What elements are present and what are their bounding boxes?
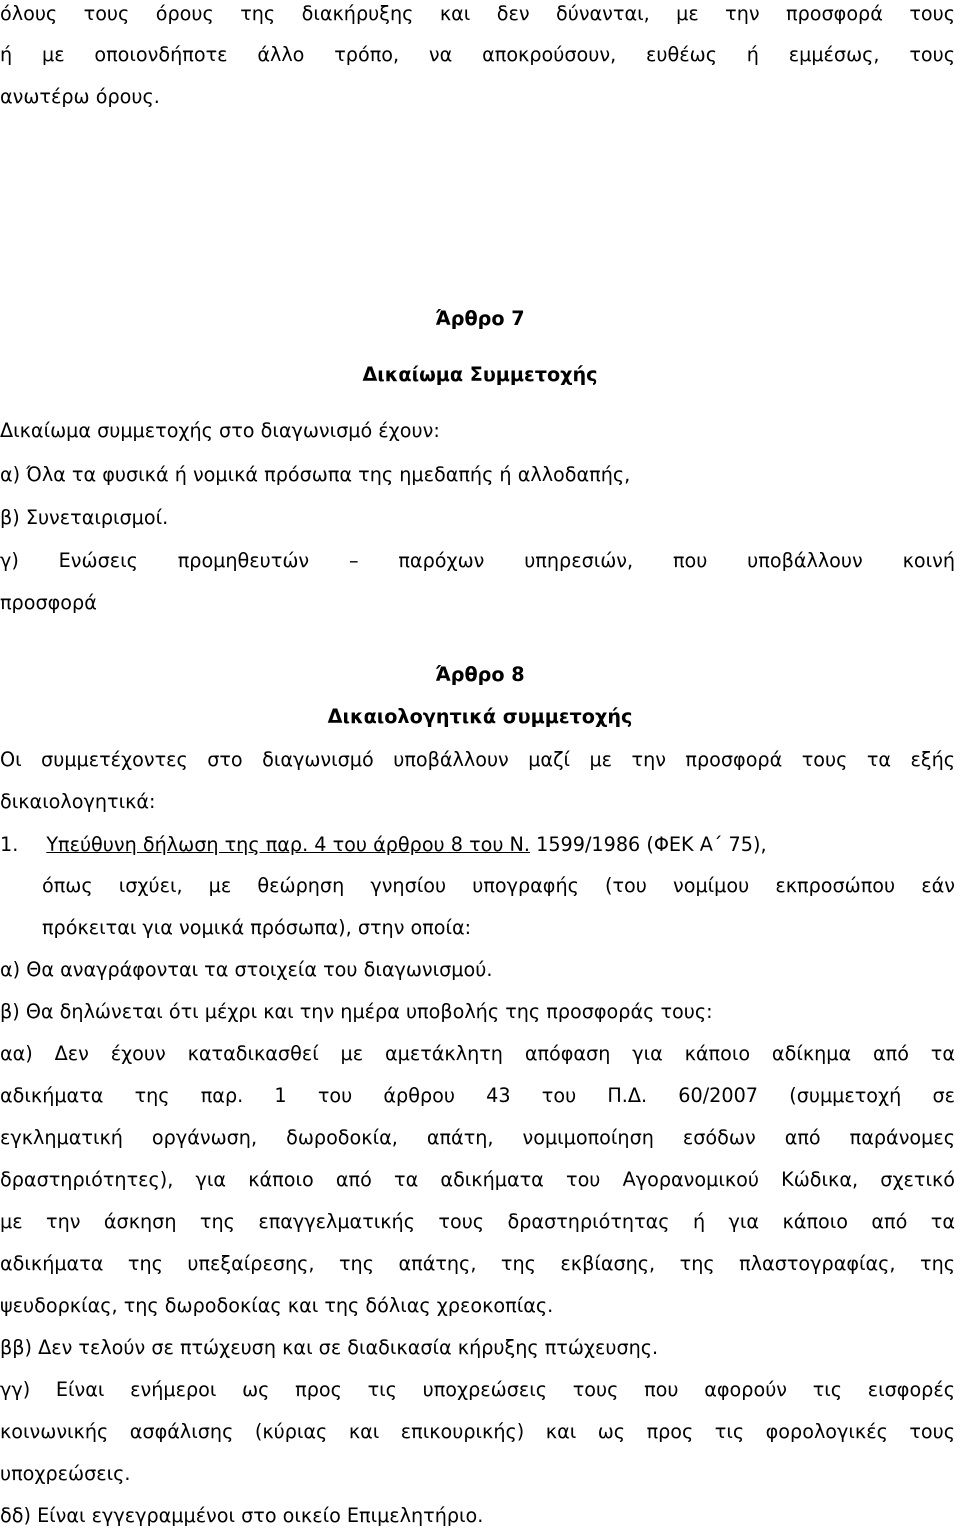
sub-item-bb: ββ) Δεν τελούν σε πτώχευση και σε διαδικασία κήρυξης πτώχευσης. [0, 1336, 659, 1359]
list-number: 1. [0, 833, 19, 856]
list-item-1-cont: όπως ισχύει, με θεώρηση γνησίου υπογραφής (του νομίμου εκπροσώπου εάν [42, 874, 955, 897]
article-8-heading: Άρθρο 8 [435, 663, 525, 686]
sub-item-aa: αα) Δεν έχουν καταδικασθεί με αμετάκλητη απόφαση για κάποιο αδίκημα από τα [0, 1042, 955, 1065]
article-7-item-c-cont: προσφορά [0, 591, 97, 614]
paragraph-line: ή με οποιονδήποτε άλλο τρόπο, να αποκρούσουν, ευθέως ή εμμέσως, τους [0, 43, 955, 66]
article-7-intro: Δικαίωμα συμμετοχής στο διαγωνισμό έχουν: [0, 419, 440, 442]
sub-item-aa-cont: με την άσκηση της επαγγελματικής τους δραστηριότητας ή για κάποιο από τα [0, 1210, 955, 1233]
sub-item-aa-cont: εγκληματική οργάνωση, δωροδοκία, απάτη, νομιμοποίηση εσόδων από παράνομες [0, 1126, 955, 1149]
sub-item-dd: δδ) Είναι εγγεγραμμένοι στο οικείο Επιμελητήριο. [0, 1504, 484, 1527]
underlined-text: Υπεύθυνη δήλωση της παρ. 4 του άρθρου 8 του Ν. [46, 833, 531, 856]
article-7-item-a: α) Όλα τα φυσικά ή νομικά πρόσωπα της ημεδαπής ή αλλοδαπής, [0, 463, 631, 486]
article-8-intro: Οι συμμετέχοντες στο διαγωνισμό υποβάλλουν μαζί με την προσφορά τους τα εξής [0, 748, 955, 771]
sub-item-a: α) Θα αναγράφονται τα στοιχεία του διαγωνισμού. [0, 958, 493, 981]
sub-item-b: β) Θα δηλώνεται ότι μέχρι και την ημέρα υποβολής της προσφοράς τους: [0, 1000, 713, 1023]
paragraph-line: ανωτέρω όρους. [0, 85, 160, 108]
article-8-title: Δικαιολογητικά συμμετοχής [327, 705, 633, 728]
list-item-text: 1599/1986 (ΦΕΚ Α΄ 75), [530, 833, 767, 856]
article-7-item-c: γ) Ενώσεις προμηθευτών – παρόχων υπηρεσιών, που υποβάλλουν κοινή [0, 549, 955, 572]
sub-item-aa-cont: δραστηριότητες), για κάποιο από τα αδικήματα του Αγορανομικού Κώδικα, σχετικό [0, 1168, 955, 1191]
article-7-item-b: β) Συνεταιρισμοί. [0, 506, 169, 529]
paragraph-line: όλους τους όρους της διακήρυξης και δεν δύνανται, με την προσφορά τους [0, 2, 955, 25]
article-7-heading: Άρθρο 7 [435, 307, 525, 330]
sub-item-aa-cont: αδικήματα της υπεξαίρεσης, της απάτης, της εκβίασης, της πλαστογραφίας, της [0, 1252, 955, 1275]
list-item-1-cont: πρόκειται για νομικά πρόσωπα), στην οποία: [42, 916, 472, 939]
sub-item-gg-cont: υποχρεώσεις. [0, 1462, 131, 1485]
sub-item-aa-cont: αδικήματα της παρ. 1 του άρθρου 43 του Π.Δ. 60/2007 (συμμετοχή σε [0, 1084, 955, 1107]
article-8-intro-cont: δικαιολογητικά: [0, 790, 156, 813]
sub-item-aa-cont: ψευδορκίας, της δωροδοκίας και της δόλιας χρεοκοπίας. [0, 1294, 554, 1317]
sub-item-gg: γγ) Είναι ενήμεροι ως προς τις υποχρεώσεις τους που αφορούν τις εισφορές [0, 1378, 955, 1401]
article-7-title: Δικαίωμα Συμμετοχής [362, 363, 598, 386]
list-item-1 [0, 832, 767, 858]
sub-item-gg-cont: κοινωνικής ασφάλισης (κύριας και επικουρικής) και ως προς τις φορολογικές τους [0, 1420, 955, 1443]
